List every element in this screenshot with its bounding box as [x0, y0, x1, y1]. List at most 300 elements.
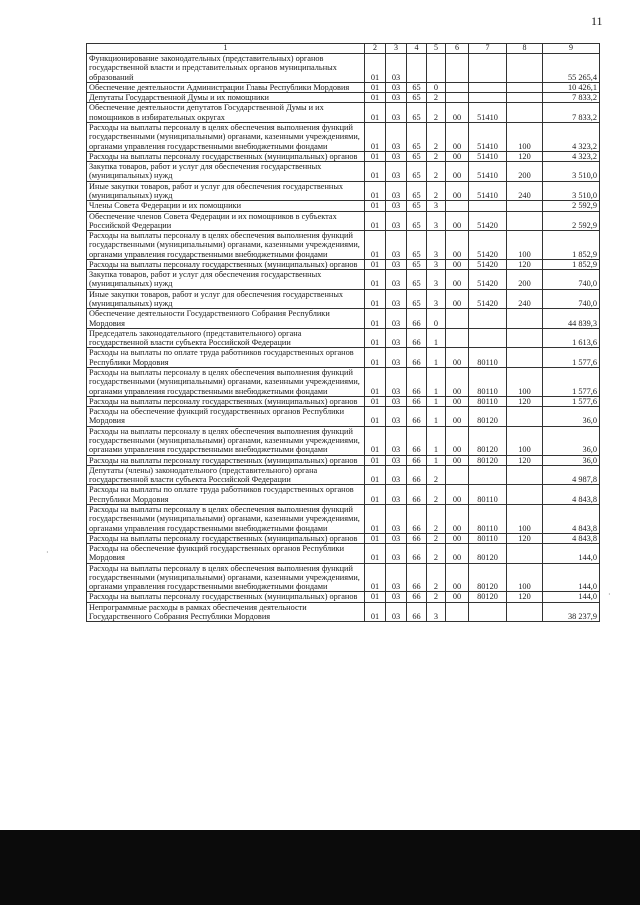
row-code-cell: 2	[427, 544, 446, 564]
table-row	[87, 368, 600, 397]
row-code-cell: 01	[365, 54, 386, 83]
row-code-cell	[469, 82, 507, 92]
table-row	[87, 201, 600, 211]
row-code-cell: 00	[446, 162, 469, 182]
row-code-cell: 66	[407, 348, 427, 368]
row-name-cell: Закупка товаров, работ и услуг для обеспечения государственных (муниципальных) нужд	[87, 162, 365, 182]
row-code-cell: 01	[365, 504, 386, 533]
row-code-cell: 2	[427, 533, 446, 543]
row-code-cell	[507, 407, 543, 427]
row-code-cell: 01	[365, 328, 386, 348]
row-name-cell: Расходы на выплаты персоналу в целях обеспечения выполнения функций государственными (муниципальными) органами, казенными учреждениями, органами управления государственными внебюджетными фондами	[87, 368, 365, 397]
row-code-cell: 120	[507, 455, 543, 465]
row-sum-cell: 55 265,4	[543, 54, 600, 83]
row-code-cell: 01	[365, 465, 386, 485]
row-sum-cell: 144,0	[543, 563, 600, 592]
row-code-cell: 01	[365, 602, 386, 622]
row-code-cell: 240	[507, 289, 543, 309]
table-row	[87, 103, 600, 123]
row-code-cell: 03	[386, 211, 407, 231]
row-sum-cell: 740,0	[543, 270, 600, 290]
table-row	[87, 465, 600, 485]
table-row	[87, 82, 600, 92]
row-name-cell: Функционирование законодательных (представительных) органов государственной власти и представительных органов муниципальных образований	[87, 54, 365, 83]
row-code-cell: 200	[507, 162, 543, 182]
row-code-cell: 01	[365, 93, 386, 103]
row-code-cell: 66	[407, 455, 427, 465]
row-code-cell	[469, 309, 507, 329]
row-name-cell: Обеспечение деятельности Государственного Собрания Республики Мордовия	[87, 309, 365, 329]
row-code-cell: 66	[407, 504, 427, 533]
row-code-cell: 01	[365, 181, 386, 201]
row-name-cell: Расходы на обеспечение функций государственных органов Республики Мордовия	[87, 407, 365, 427]
row-code-cell: 100	[507, 231, 543, 260]
row-name-cell: Председатель законодательного (представительного) органа государственной власти субъекта Российской Федерации	[87, 328, 365, 348]
row-code-cell: 200	[507, 270, 543, 290]
row-sum-cell: 1 577,6	[543, 348, 600, 368]
col-header: 5	[427, 44, 446, 54]
row-code-cell	[507, 465, 543, 485]
row-code-cell	[469, 328, 507, 348]
row-code-cell: 03	[386, 162, 407, 182]
row-code-cell: 51410	[469, 103, 507, 123]
row-code-cell: 2	[427, 592, 446, 602]
table-row	[87, 563, 600, 592]
row-code-cell: 01	[365, 485, 386, 505]
row-code-cell: 120	[507, 592, 543, 602]
col-header: 6	[446, 44, 469, 54]
row-code-cell: 80120	[469, 407, 507, 427]
row-sum-cell: 4 843,8	[543, 533, 600, 543]
row-name-cell: Иные закупки товаров, работ и услуг для обеспечения государственных (муниципальных) нужд	[87, 181, 365, 201]
row-name-cell: Расходы на выплаты персоналу государственных (муниципальных) органов	[87, 455, 365, 465]
row-code-cell: 01	[365, 259, 386, 269]
row-name-cell: Расходы на выплаты персоналу в целях обеспечения выполнения функций государственными (муниципальными) органами, казенными учреждениями, органами управления государственными внебюджетными фондами	[87, 231, 365, 260]
row-name-cell: Расходы на выплаты персоналу в целях обеспечения выполнения функций государственными (муниципальными) органами, казенными учреждениями, органами управления государственными внебюджетными фондами	[87, 504, 365, 533]
col-header: 1	[87, 44, 365, 54]
row-sum-cell: 1 613,6	[543, 328, 600, 348]
row-code-cell: 03	[386, 563, 407, 592]
row-name-cell: Расходы на обеспечение функций государственных органов Республики Мордовия	[87, 544, 365, 564]
row-code-cell: 80120	[469, 563, 507, 592]
row-code-cell: 01	[365, 151, 386, 161]
row-code-cell: 100	[507, 563, 543, 592]
row-code-cell: 0	[427, 309, 446, 329]
row-code-cell: 03	[386, 309, 407, 329]
row-code-cell: 65	[407, 162, 427, 182]
row-code-cell: 03	[386, 348, 407, 368]
table-row	[87, 592, 600, 602]
row-code-cell: 01	[365, 368, 386, 397]
row-sum-cell: 7 833,2	[543, 93, 600, 103]
row-code-cell: 3	[427, 259, 446, 269]
row-code-cell	[507, 544, 543, 564]
row-code-cell: 100	[507, 122, 543, 151]
row-code-cell: 00	[446, 533, 469, 543]
row-code-cell	[507, 103, 543, 123]
table-row	[87, 162, 600, 182]
row-code-cell: 03	[386, 455, 407, 465]
row-code-cell: 00	[446, 270, 469, 290]
row-code-cell	[507, 201, 543, 211]
row-sum-cell: 4 323,2	[543, 122, 600, 151]
row-name-cell: Расходы на выплаты персоналу государственных (муниципальных) органов	[87, 259, 365, 269]
row-code-cell: 2	[427, 122, 446, 151]
row-code-cell: 66	[407, 368, 427, 397]
table-row	[87, 54, 600, 83]
row-code-cell: 2	[427, 151, 446, 161]
row-code-cell: 00	[446, 103, 469, 123]
row-sum-cell: 36,0	[543, 426, 600, 455]
row-code-cell: 00	[446, 563, 469, 592]
row-code-cell	[507, 485, 543, 505]
row-sum-cell: 1 852,9	[543, 231, 600, 260]
row-code-cell: 03	[386, 289, 407, 309]
row-code-cell: 51410	[469, 162, 507, 182]
row-code-cell: 66	[407, 328, 427, 348]
row-code-cell: 03	[386, 231, 407, 260]
row-code-cell: 51410	[469, 181, 507, 201]
row-code-cell: 01	[365, 122, 386, 151]
row-name-cell: Расходы на выплаты персоналу государственных (муниципальных) органов	[87, 396, 365, 406]
row-code-cell: 03	[386, 485, 407, 505]
row-code-cell: 03	[386, 181, 407, 201]
row-code-cell: 00	[446, 592, 469, 602]
row-code-cell: 00	[446, 151, 469, 161]
row-code-cell: 01	[365, 563, 386, 592]
col-header: 2	[365, 44, 386, 54]
row-sum-cell: 4 987,8	[543, 465, 600, 485]
row-code-cell: 1	[427, 455, 446, 465]
table-row	[87, 289, 600, 309]
row-code-cell: 65	[407, 103, 427, 123]
row-code-cell: 80120	[469, 426, 507, 455]
scan-speck: ·	[608, 590, 611, 599]
table-row	[87, 259, 600, 269]
row-code-cell: 03	[386, 259, 407, 269]
row-code-cell	[507, 309, 543, 329]
table-row	[87, 309, 600, 329]
row-code-cell: 3	[427, 602, 446, 622]
table-row	[87, 328, 600, 348]
row-code-cell	[446, 54, 469, 83]
row-code-cell: 51410	[469, 122, 507, 151]
row-code-cell: 00	[446, 407, 469, 427]
row-code-cell: 1	[427, 396, 446, 406]
row-sum-cell: 144,0	[543, 592, 600, 602]
row-code-cell: 1	[427, 426, 446, 455]
row-code-cell: 0	[427, 82, 446, 92]
row-code-cell	[507, 82, 543, 92]
row-code-cell	[469, 465, 507, 485]
row-code-cell: 66	[407, 309, 427, 329]
row-sum-cell: 7 833,2	[543, 103, 600, 123]
row-code-cell	[446, 82, 469, 92]
row-code-cell: 66	[407, 396, 427, 406]
row-sum-cell: 38 237,9	[543, 602, 600, 622]
table-row	[87, 93, 600, 103]
row-code-cell	[446, 201, 469, 211]
table-row	[87, 455, 600, 465]
row-code-cell: 80120	[469, 544, 507, 564]
row-name-cell: Обеспечение деятельности депутатов Государственной Думы и их помощников в избирательных округах	[87, 103, 365, 123]
row-code-cell	[407, 54, 427, 83]
row-code-cell: 01	[365, 348, 386, 368]
row-code-cell	[507, 93, 543, 103]
row-code-cell	[446, 465, 469, 485]
table-row	[87, 533, 600, 543]
row-code-cell: 00	[446, 348, 469, 368]
row-code-cell: 51410	[469, 151, 507, 161]
row-code-cell: 03	[386, 533, 407, 543]
row-code-cell: 2	[427, 465, 446, 485]
row-code-cell: 65	[407, 211, 427, 231]
row-name-cell: Расходы на выплаты персоналу в целях обеспечения выполнения функций государственными (муниципальными) органами, казенными учреждениями, органами управления государственными внебюджетными фондами	[87, 563, 365, 592]
row-name-cell: Расходы на выплаты по оплате труда работников государственных органов Республики Мордовия	[87, 348, 365, 368]
row-code-cell: 1	[427, 348, 446, 368]
row-code-cell	[446, 328, 469, 348]
row-code-cell: 65	[407, 231, 427, 260]
page-number: 11	[591, 14, 603, 28]
row-code-cell: 03	[386, 368, 407, 397]
col-header: 7	[469, 44, 507, 54]
row-code-cell: 00	[446, 122, 469, 151]
row-code-cell: 66	[407, 563, 427, 592]
col-header: 9	[543, 44, 600, 54]
row-code-cell	[446, 309, 469, 329]
row-code-cell: 00	[446, 368, 469, 397]
row-code-cell: 65	[407, 201, 427, 211]
row-code-cell: 01	[365, 592, 386, 602]
row-code-cell: 00	[446, 259, 469, 269]
row-code-cell: 03	[386, 103, 407, 123]
row-code-cell: 66	[407, 485, 427, 505]
row-code-cell: 03	[386, 54, 407, 83]
row-code-cell	[469, 54, 507, 83]
table-row	[87, 122, 600, 151]
row-code-cell: 66	[407, 544, 427, 564]
row-code-cell: 66	[407, 592, 427, 602]
row-code-cell: 00	[446, 211, 469, 231]
row-code-cell: 00	[446, 289, 469, 309]
row-code-cell: 51420	[469, 211, 507, 231]
row-code-cell: 00	[446, 181, 469, 201]
row-code-cell	[507, 211, 543, 231]
row-code-cell: 03	[386, 602, 407, 622]
row-code-cell: 240	[507, 181, 543, 201]
col-header: 3	[386, 44, 407, 54]
row-name-cell: Расходы на выплаты персоналу в целях обеспечения выполнения функций государственными (муниципальными) органами, казенными учреждениями, органами управления государственными внебюджетными фондами	[87, 122, 365, 151]
row-code-cell: 01	[365, 544, 386, 564]
row-code-cell: 51420	[469, 231, 507, 260]
row-code-cell: 00	[446, 485, 469, 505]
row-name-cell: Члены Совета Федерации и их помощники	[87, 201, 365, 211]
row-code-cell: 66	[407, 426, 427, 455]
row-code-cell: 80110	[469, 504, 507, 533]
col-header: 8	[507, 44, 543, 54]
row-code-cell	[507, 602, 543, 622]
row-code-cell: 120	[507, 151, 543, 161]
row-code-cell: 80120	[469, 455, 507, 465]
table-row	[87, 348, 600, 368]
row-code-cell: 100	[507, 368, 543, 397]
row-name-cell: Обеспечение деятельности Администрации Главы Республики Мордовия	[87, 82, 365, 92]
row-name-cell: Расходы на выплаты персоналу в целях обеспечения выполнения функций государственными (муниципальными) органами, казенными учреждениями, органами управления государственными внебюджетными фондами	[87, 426, 365, 455]
row-code-cell: 65	[407, 151, 427, 161]
col-header: 4	[407, 44, 427, 54]
row-code-cell: 00	[446, 455, 469, 465]
row-code-cell: 2	[427, 103, 446, 123]
table-row	[87, 211, 600, 231]
row-code-cell: 3	[427, 231, 446, 260]
row-code-cell: 51420	[469, 259, 507, 269]
row-code-cell: 80110	[469, 485, 507, 505]
row-code-cell	[469, 201, 507, 211]
table-row	[87, 504, 600, 533]
row-code-cell: 2	[427, 181, 446, 201]
row-code-cell: 03	[386, 151, 407, 161]
row-sum-cell: 1 577,6	[543, 396, 600, 406]
row-code-cell: 01	[365, 455, 386, 465]
row-code-cell: 03	[386, 201, 407, 211]
row-code-cell	[469, 93, 507, 103]
row-code-cell: 80110	[469, 348, 507, 368]
row-code-cell: 01	[365, 82, 386, 92]
row-code-cell: 120	[507, 533, 543, 543]
row-code-cell: 1	[427, 407, 446, 427]
row-code-cell: 65	[407, 259, 427, 269]
row-code-cell: 120	[507, 259, 543, 269]
row-code-cell: 65	[407, 82, 427, 92]
row-code-cell: 66	[407, 465, 427, 485]
row-code-cell: 03	[386, 122, 407, 151]
row-code-cell: 01	[365, 407, 386, 427]
table-row	[87, 396, 600, 406]
row-code-cell: 00	[446, 231, 469, 260]
row-code-cell	[469, 602, 507, 622]
row-code-cell: 3	[427, 201, 446, 211]
row-code-cell: 03	[386, 465, 407, 485]
row-code-cell: 00	[446, 504, 469, 533]
row-name-cell: Иные закупки товаров, работ и услуг для обеспечения государственных (муниципальных) нужд	[87, 289, 365, 309]
row-code-cell: 51420	[469, 289, 507, 309]
row-code-cell: 80110	[469, 533, 507, 543]
row-code-cell: 51420	[469, 270, 507, 290]
row-code-cell	[446, 602, 469, 622]
table-row	[87, 544, 600, 564]
row-code-cell: 03	[386, 544, 407, 564]
row-code-cell: 80110	[469, 368, 507, 397]
row-code-cell: 03	[386, 270, 407, 290]
row-code-cell: 3	[427, 289, 446, 309]
row-code-cell: 1	[427, 368, 446, 397]
row-code-cell: 00	[446, 396, 469, 406]
row-sum-cell: 2 592,9	[543, 211, 600, 231]
row-code-cell: 01	[365, 396, 386, 406]
row-code-cell: 65	[407, 270, 427, 290]
row-code-cell: 3	[427, 270, 446, 290]
row-sum-cell: 36,0	[543, 455, 600, 465]
table-row	[87, 485, 600, 505]
row-code-cell: 2	[427, 563, 446, 592]
row-code-cell: 01	[365, 309, 386, 329]
row-code-cell: 03	[386, 426, 407, 455]
row-sum-cell: 4 843,8	[543, 485, 600, 505]
table-row	[87, 602, 600, 622]
row-name-cell: Расходы на выплаты по оплате труда работников государственных органов Республики Мордовия	[87, 485, 365, 505]
row-sum-cell: 44 839,3	[543, 309, 600, 329]
table-row	[87, 270, 600, 290]
row-code-cell: 01	[365, 231, 386, 260]
row-code-cell: 01	[365, 426, 386, 455]
row-code-cell: 80110	[469, 396, 507, 406]
row-name-cell: Закупка товаров, работ и услуг для обеспечения государственных (муниципальных) нужд	[87, 270, 365, 290]
row-code-cell: 65	[407, 122, 427, 151]
row-code-cell: 01	[365, 162, 386, 182]
table-row	[87, 181, 600, 201]
budget-table	[86, 43, 600, 622]
row-code-cell: 65	[407, 181, 427, 201]
row-name-cell: Расходы на выплаты персоналу государственных (муниципальных) органов	[87, 151, 365, 161]
row-code-cell: 3	[427, 211, 446, 231]
row-code-cell	[507, 328, 543, 348]
row-code-cell	[507, 348, 543, 368]
row-code-cell: 100	[507, 426, 543, 455]
row-name-cell: Расходы на выплаты персоналу государственных (муниципальных) органов	[87, 533, 365, 543]
row-code-cell	[446, 93, 469, 103]
row-code-cell: 00	[446, 544, 469, 564]
row-code-cell: 03	[386, 93, 407, 103]
row-code-cell: 03	[386, 82, 407, 92]
table-row	[87, 407, 600, 427]
row-code-cell	[427, 54, 446, 83]
row-sum-cell: 36,0	[543, 407, 600, 427]
row-code-cell: 100	[507, 504, 543, 533]
row-sum-cell: 1 852,9	[543, 259, 600, 269]
row-code-cell: 01	[365, 211, 386, 231]
row-code-cell: 2	[427, 162, 446, 182]
row-sum-cell: 3 510,0	[543, 162, 600, 182]
row-sum-cell: 10 426,1	[543, 82, 600, 92]
row-sum-cell: 4 323,2	[543, 151, 600, 161]
table-row	[87, 151, 600, 161]
row-code-cell: 03	[386, 396, 407, 406]
row-sum-cell: 3 510,0	[543, 181, 600, 201]
row-code-cell: 03	[386, 504, 407, 533]
row-code-cell: 00	[446, 426, 469, 455]
row-sum-cell: 1 577,6	[543, 368, 600, 397]
row-name-cell: Расходы на выплаты персоналу государственных (муниципальных) органов	[87, 592, 365, 602]
scan-speck: ·	[46, 548, 49, 557]
table-row	[87, 231, 600, 260]
row-code-cell: 2	[427, 93, 446, 103]
row-code-cell: 2	[427, 485, 446, 505]
row-code-cell: 2	[427, 504, 446, 533]
row-code-cell: 01	[365, 201, 386, 211]
row-code-cell: 03	[386, 407, 407, 427]
row-code-cell: 120	[507, 396, 543, 406]
row-name-cell: Обеспечение членов Совета Федерации и их помощников в субъектах Российской Федерации	[87, 211, 365, 231]
row-code-cell: 66	[407, 533, 427, 543]
row-sum-cell: 740,0	[543, 289, 600, 309]
table-body	[87, 54, 600, 622]
row-code-cell: 80120	[469, 592, 507, 602]
row-code-cell: 01	[365, 270, 386, 290]
row-code-cell: 03	[386, 592, 407, 602]
table-row	[87, 426, 600, 455]
row-code-cell: 1	[427, 328, 446, 348]
row-code-cell: 66	[407, 407, 427, 427]
